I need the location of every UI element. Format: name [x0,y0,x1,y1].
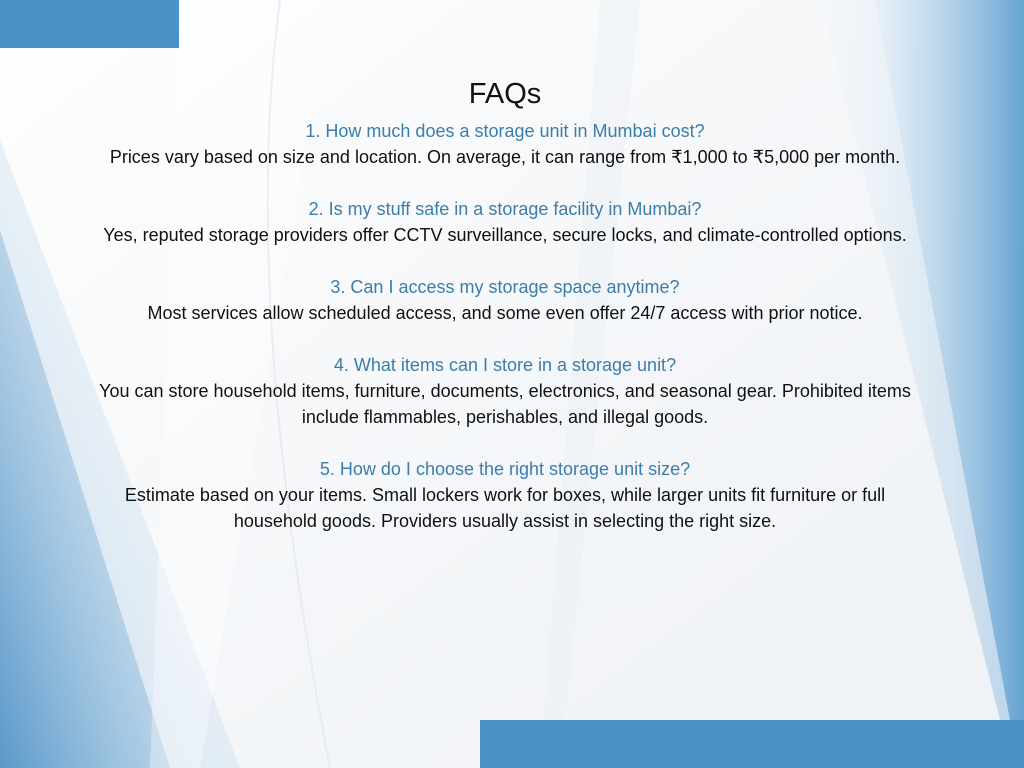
faq-question: 5. How do I choose the right storage unit size? [319,459,691,479]
faq-item-2 [90,196,920,248]
page-title: FAQs [468,78,542,110]
faq-answer: Prices vary based on size and location. On average, it can range from ₹1,000 to ₹5,000 per month. [109,147,901,167]
faq-question: 1. How much does a storage unit in Mumbai cost? [305,121,705,141]
top-left-accent-bar [0,0,179,48]
faq-item-1 [90,118,920,170]
faq-item-3 [90,274,920,326]
faq-question: 3. Can I access my storage space anytime? [330,277,680,297]
faq-answer: Most services allow scheduled access, and some even offer 24/7 access with prior notice. [147,303,863,323]
faq-question: 4. What items can I store in a storage unit? [333,355,677,375]
faq-item-5 [90,456,920,534]
faq-answer: Yes, reputed storage providers offer CCTV surveillance, secure locks, and climate-controlled options. [103,225,907,245]
faq-answer: You can store household items, furniture, documents, electronics, and seasonal gear. Prohibited items include flammables, perishables, and illegal goods. [99,381,911,427]
faq-answer: Estimate based on your items. Small lockers work for boxes, while larger units fit furniture or full household goods. Providers usually assist in selecting the right size. [124,485,886,531]
faq-section [90,74,920,560]
faq-question: 2. Is my stuff safe in a storage facility in Mumbai? [308,199,702,219]
faq-item-4 [90,352,920,430]
bottom-right-accent-bar [480,720,1024,768]
